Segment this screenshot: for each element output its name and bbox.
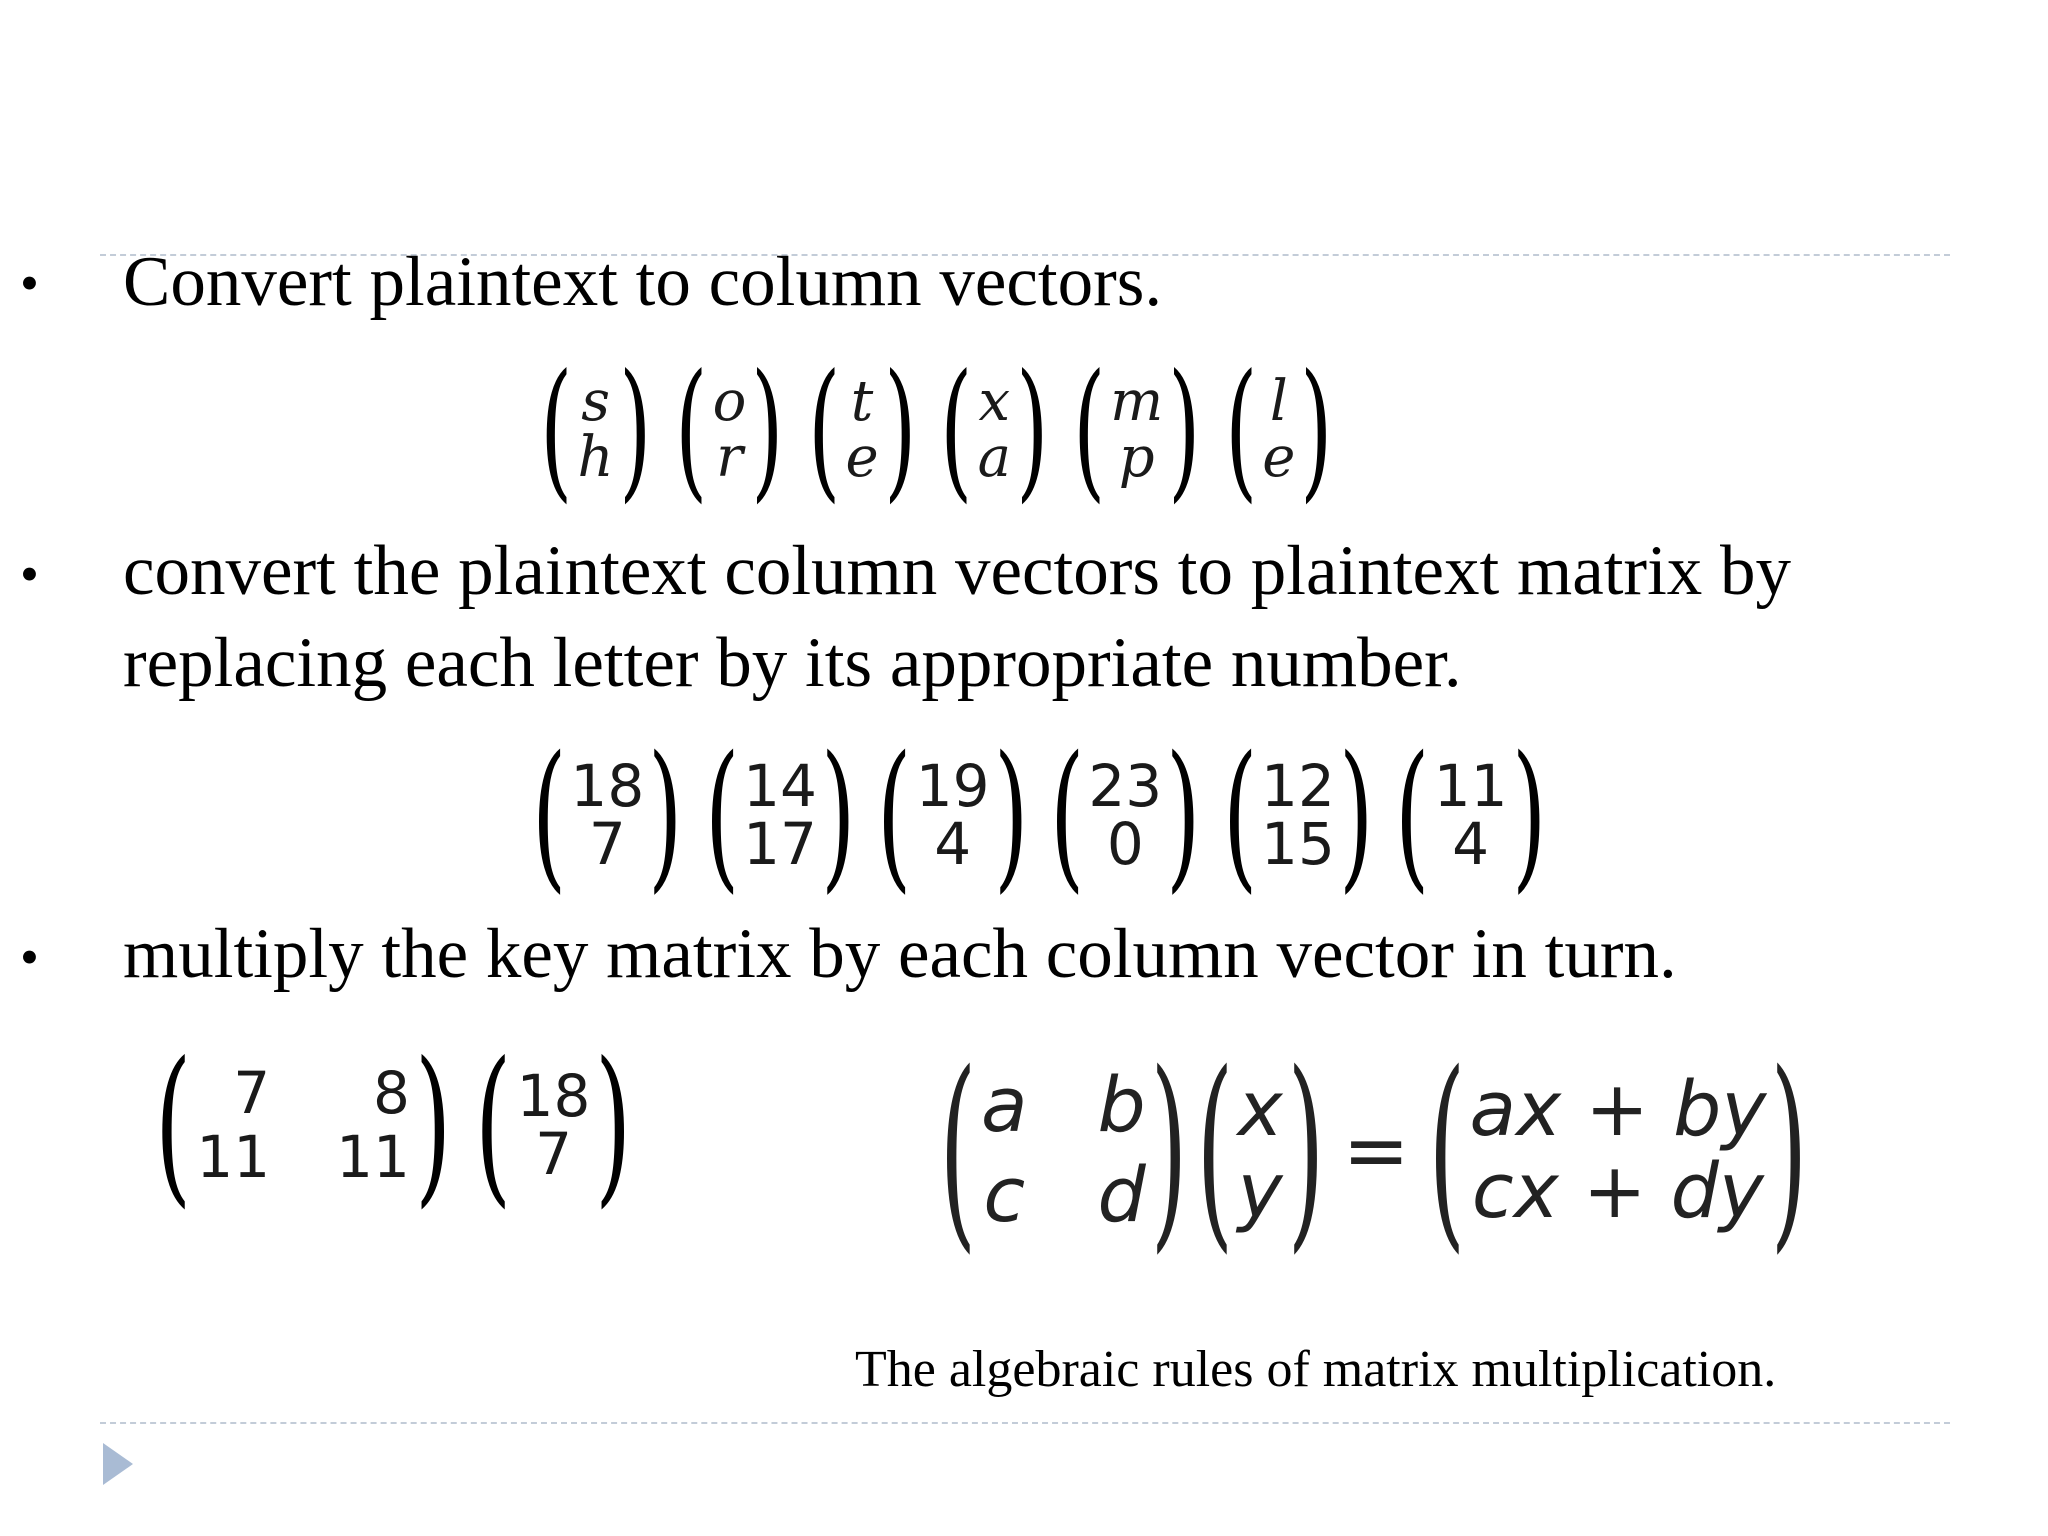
result-bottom: cx + dy	[1471, 1146, 1764, 1235]
matrix-a: a	[980, 1060, 1028, 1149]
vector-bottom: 4	[1452, 810, 1490, 878]
number-vector	[873, 721, 1032, 908]
left-paren: (	[1072, 343, 1105, 517]
left-paren: (	[1224, 343, 1258, 517]
vector-top: t	[850, 369, 874, 434]
letter-vector-row	[535, 343, 1352, 517]
vector-top: 14	[743, 752, 817, 820]
right-paren: )	[993, 721, 1028, 908]
left-paren: (	[1050, 721, 1085, 908]
key-matrix-c: 11	[196, 1123, 271, 1191]
right-paren: )	[1300, 343, 1333, 517]
play-arrow-icon[interactable]	[103, 1443, 133, 1485]
right-paren: )	[820, 721, 856, 908]
vector-top: 12	[1261, 752, 1335, 820]
vector-top: l	[1269, 369, 1288, 434]
algebraic-rule	[935, 1027, 1812, 1272]
right-paren: )	[1287, 1027, 1325, 1272]
vector-bottom: r	[716, 425, 743, 490]
vector-bottom: 15	[1261, 810, 1335, 878]
right-paren: )	[1770, 1027, 1808, 1272]
left-paren: (	[1222, 721, 1258, 908]
vector-bottom: 7	[588, 810, 626, 878]
vector-bottom: 7	[535, 1120, 572, 1188]
vector-top: s	[581, 369, 610, 434]
vector-bottom: e	[1262, 425, 1296, 490]
key-matrix-a: 7	[233, 1059, 271, 1127]
vector-bottom: a	[977, 425, 1012, 490]
vector-bottom: 4	[934, 810, 972, 878]
right-paren: )	[1166, 721, 1201, 908]
key-matrix-product	[150, 1026, 637, 1224]
key-matrix-d: 11	[336, 1123, 410, 1191]
matrix-b: b	[1097, 1060, 1146, 1149]
vector-top: x	[978, 369, 1011, 434]
result-top: ax + by	[1469, 1064, 1767, 1153]
right-paren: )	[1016, 343, 1049, 517]
result-vector	[1469, 1064, 1767, 1235]
number-vector	[701, 721, 860, 908]
number-vector	[1391, 721, 1550, 908]
left-paren: (	[939, 1027, 977, 1272]
letter-vector	[670, 343, 789, 517]
right-paren: )	[883, 343, 916, 517]
bullet-text: Convert plaintext to column vectors.	[123, 243, 1163, 321]
letter-vector	[1220, 343, 1338, 517]
left-paren: (	[1428, 1027, 1465, 1272]
right-paren: )	[1511, 721, 1546, 908]
vector-bottom: h	[577, 425, 614, 490]
matrix-c: c	[983, 1150, 1026, 1239]
vector-top: x	[1237, 1064, 1283, 1153]
general-vector	[1237, 1064, 1283, 1235]
vector-top: 11	[1433, 752, 1508, 820]
left-paren: (	[532, 721, 567, 908]
right-paren: )	[751, 343, 784, 517]
matrix-d: d	[1097, 1150, 1146, 1239]
general-matrix	[980, 1060, 1146, 1239]
right-paren: )	[1338, 721, 1374, 908]
number-vector-row	[528, 721, 1564, 908]
vector-bottom: p	[1118, 425, 1155, 490]
left-paren: (	[540, 343, 573, 517]
left-paren: (	[940, 343, 973, 517]
bottom-divider	[100, 1422, 1950, 1424]
left-paren: (	[154, 1026, 192, 1224]
bullet-marker: •	[20, 544, 39, 604]
right-paren: )	[595, 1026, 632, 1224]
letter-vector	[803, 343, 921, 517]
vector-top: 19	[915, 752, 990, 820]
bullet-text: multiply the key matrix by each column vector in turn.	[123, 915, 1677, 993]
left-paren: (	[877, 721, 912, 908]
left-paren: (	[808, 343, 841, 517]
vector-top: o	[712, 369, 747, 434]
equals-sign: =	[1342, 1103, 1410, 1197]
left-paren: (	[475, 1026, 512, 1224]
number-vector	[528, 721, 687, 908]
letter-vector	[535, 343, 656, 517]
left-paren: (	[1395, 721, 1430, 908]
bullet-text: convert the plaintext column vectors to plaintext matrix by replacing each letter by its appropriate number.	[123, 532, 1792, 702]
plaintext-vector	[516, 1062, 591, 1188]
vector-top: 18	[516, 1062, 591, 1130]
letter-vector	[935, 343, 1053, 517]
left-paren: (	[675, 343, 708, 517]
right-paren: )	[618, 343, 651, 517]
letter-vector	[1068, 343, 1206, 517]
number-vector	[1219, 721, 1378, 908]
right-paren: )	[1150, 1027, 1188, 1272]
bullet-marker: •	[20, 253, 39, 313]
algebraic-rule-caption: The algebraic rules of matrix multiplication.	[855, 1341, 1777, 1398]
vector-bottom: 0	[1106, 810, 1144, 878]
vector-top: 18	[570, 752, 645, 820]
right-paren: )	[1168, 343, 1201, 517]
bullet-marker: •	[20, 927, 39, 987]
vector-top: m	[1110, 369, 1164, 434]
vector-top: 23	[1088, 752, 1163, 820]
left-paren: (	[704, 721, 740, 908]
vector-bottom: e	[845, 425, 879, 490]
key-matrix	[196, 1059, 410, 1191]
key-matrix-b: 8	[373, 1059, 410, 1127]
right-paren: )	[414, 1026, 452, 1224]
vector-bottom: 17	[743, 810, 817, 878]
vector-bottom: y	[1237, 1146, 1283, 1235]
right-paren: )	[648, 721, 683, 908]
left-paren: (	[1196, 1027, 1234, 1272]
number-vector	[1046, 721, 1205, 908]
